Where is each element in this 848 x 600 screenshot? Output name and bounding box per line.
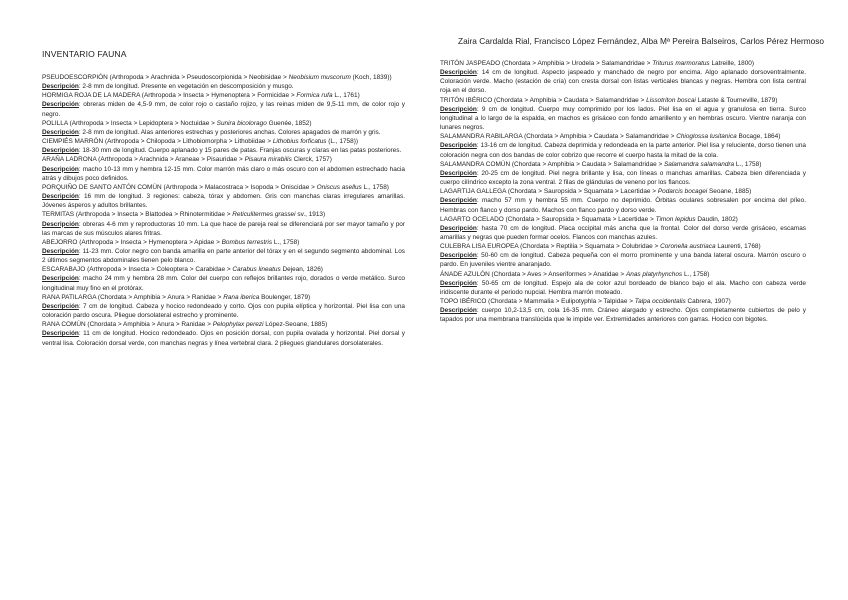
species-scientific-name: Bombus terrestris	[221, 238, 273, 246]
species-heading	[440, 132, 806, 141]
description-label: Descripción	[42, 302, 79, 310]
species-scientific-name: Reticulitermes grassei	[232, 211, 296, 219]
species-taxonomy: (Arthropoda > Insecta > Hymenoptera > Apidae >	[77, 238, 222, 246]
left-column	[42, 73, 405, 348]
species-heading	[440, 297, 806, 306]
species-heading	[42, 238, 405, 247]
species-description	[440, 196, 806, 214]
species-entry	[42, 183, 405, 210]
species-taxonomy: (Chordata > Amphibia > Anura > Ranidae >	[96, 293, 224, 301]
description-text: : 18-30 mm de longitud. Cuerpo aplanado y 15 pares de patas. Franjas oscuras y claras en las patas posteriores.	[78, 147, 402, 155]
description-label: Descripción	[440, 142, 477, 150]
species-entry	[42, 210, 405, 237]
description-text: : cuerpo 10,2-13,5 cm, cola 16-35 mm. Cráneo alargado y estrecho. Ojos completamente cubiertos de pelo y tapados por una membrana translúcida que le impide ver. Extremidades anteriores con garras. Hocico con bigotes.	[440, 307, 806, 324]
species-common-name: TERMITAS	[42, 211, 75, 219]
description-text: : macho 57 mm y hembra 55 mm. Cuerpo no deprimido. Órbitas oculares sobresalen por encima del píleo. Hembras con flanco y dorso pardo. Machos con flanco pardo y dorso verde.	[440, 197, 806, 214]
species-scientific-name: Lissotriton boscai	[646, 96, 696, 104]
species-authority: Seoane, 1885)	[707, 188, 752, 196]
species-authority: Daudin, 1802)	[695, 215, 738, 223]
species-taxonomy: (Chordata > Sauropsida > Squamata > Lacertidae >	[506, 188, 658, 196]
species-authority: Lataste & Tourneville, 1879)	[695, 96, 778, 104]
species-taxonomy: (Chordata > Aves > Anseriformes > Anatidae >	[489, 270, 626, 278]
description-label: Descripción	[440, 307, 477, 315]
species-heading	[440, 160, 806, 169]
species-description	[440, 68, 806, 95]
species-scientific-name: Sunira bicolorago	[216, 119, 267, 127]
description-text: : 50-65 cm de longitud. Espejo ala de color azul bordeado de blanco bajo el ala. Macho con cabeza verde iridiscente durante el periodo nupcial. Hembra marrón moteado.	[440, 279, 806, 296]
species-entry	[440, 160, 806, 187]
species-scientific-name: Oniscus asellus	[316, 183, 362, 191]
species-scientific-name: Carabus lineatus	[232, 266, 281, 274]
species-common-name: ABEJORRO	[42, 238, 78, 246]
species-description	[42, 274, 405, 292]
description-label: Descripción	[440, 252, 477, 260]
description-text: : 9 cm de longitud. Cuerpo muy comprimido por los lados. Piel lisa en el agua y granulosa en tierra. Surco longitudinal a lo largo de la espalda, en machos es grisáceo con fondo amarillento y en hembras oscuro. Vientre naranja con lunares negros.	[440, 105, 806, 132]
species-description	[440, 224, 806, 242]
species-entry	[42, 155, 405, 182]
species-description	[42, 82, 405, 91]
description-text: : 7 cm de longitud. Cabeza y hocico redondeado y corto. Ojos con pupila elíptica y horizontal. Piel lisa con una coloración pardo oscura. Pliegue dorsolateral estrecho y prominente.	[42, 302, 405, 320]
species-scientific-name: Rana iberica	[223, 293, 260, 301]
description-label: Descripción	[440, 105, 477, 113]
species-taxonomy: (Chordata > Amphibia > Urodela > Salamandridae >	[500, 60, 653, 67]
species-common-name: ARAÑA LADRONA	[42, 156, 97, 164]
species-heading	[42, 293, 405, 302]
species-common-name: LAGARTO OCELADO	[440, 215, 504, 223]
species-entry	[42, 137, 405, 155]
species-authority: López-Seoane, 1885)	[263, 321, 328, 329]
species-entry	[42, 238, 405, 265]
description-text: : 14 cm de longitud. Aspecto jaspeado y manchado de negro por encima. Algo aplanado dorsoventralmente. Coloración verde. Macho (estación de cría) con cresta dorsal con listas verticales blancas y negras. Hembra con lista central roja en el dorso.	[440, 69, 806, 95]
species-common-name: RANA PATILARGA	[42, 293, 97, 301]
species-taxonomy: (Chordata > Sauropsida > Squamata > Lacertidae >	[503, 215, 656, 223]
species-taxonomy: (Arthropoda > Arachnida > Araneae > Pisauridae >	[96, 156, 245, 164]
species-authority: (L., 1758))	[326, 138, 358, 146]
authors-line: Zaira Cardalda Rial, Francisco López Fernández, Alba Mª Pereira Balseiros, Carlos Pérez Hermoso	[458, 36, 824, 46]
species-taxonomy: (Chordata > Mammalia > Eulipotyphla > Talpidae >	[486, 298, 635, 306]
species-entry	[440, 242, 806, 269]
species-heading	[42, 73, 405, 82]
species-scientific-name: Formica rufa	[296, 92, 333, 100]
description-text: : macho 10-13 mm y hembra 12-15 mm. Color marrón más claro o más oscuro con el abdomen estrechado hacia atrás y dibujos poco definidos.	[42, 165, 405, 182]
species-heading	[440, 270, 806, 279]
species-entry	[440, 132, 806, 159]
species-heading	[42, 137, 405, 146]
description-label: Descripción	[42, 147, 79, 155]
species-authority: Dejean, 1826)	[280, 266, 323, 274]
species-common-name: PORQUIÑO DE SANTO ANTÓN COMÚN	[42, 183, 162, 191]
species-taxonomy: (Chordata > Amphibia > Caudata > Salamandridae >	[510, 160, 664, 168]
species-heading	[440, 96, 806, 105]
species-scientific-name: Chioglossa lusitanica	[676, 133, 737, 141]
species-scientific-name: Lithobius forficatus	[272, 138, 327, 146]
species-scientific-name: Neobisium muscorum	[288, 74, 351, 81]
species-common-name: SALAMANDRA COMÚN	[440, 160, 511, 168]
species-common-name: RANA COMÚN	[42, 321, 86, 329]
species-taxonomy: (Arthropoda > Insecta > Hymenoptera > Formicidae >	[140, 92, 297, 100]
species-scientific-name: Pisaura mirabilis	[244, 156, 292, 164]
species-authority: Latreille, 1800)	[709, 60, 755, 67]
species-description	[42, 329, 405, 347]
species-taxonomy: (Chordata > Amphibia > Caudata > Salamandridae >	[492, 96, 647, 104]
description-label: Descripción	[42, 330, 79, 338]
description-label: Descripción	[440, 69, 477, 77]
species-description	[42, 100, 405, 118]
species-common-name: CULEBRA LISA EUROPEA	[440, 243, 519, 251]
species-scientific-name: Timon lepidus	[655, 215, 696, 223]
species-authority: L., 1758)	[361, 183, 389, 191]
description-label: Descripción	[440, 197, 477, 205]
species-entry	[440, 215, 806, 242]
species-entry	[42, 293, 405, 320]
species-description	[440, 306, 806, 324]
species-authority: Guenée, 1852)	[266, 119, 312, 127]
description-label: Descripción	[42, 247, 79, 255]
species-authority: L., 1758)	[682, 270, 710, 278]
species-authority: sv., 1913)	[295, 211, 326, 219]
species-entry	[42, 320, 405, 347]
description-label: Descripción	[42, 275, 79, 283]
species-entry	[440, 59, 806, 96]
description-text: : hasta 70 cm de longitud. Placa occipital más ancha que la frontal. Color del dorso verde grisáceo, escamas amarillas y negras que pueden formar ocelos. Flancos con manchas azules.	[440, 224, 806, 241]
description-label: Descripción	[440, 224, 477, 232]
species-description	[42, 192, 405, 210]
description-label: Descripción	[42, 193, 79, 201]
description-text: : macho 24 mm y hembra 28 mm. Color del cuerpo con reflejos brillantes rojo, dorados o verde metálico. Surco longitudinal muy fino en el protórax.	[42, 275, 405, 292]
species-scientific-name: Coronella austriaca	[660, 243, 716, 251]
species-heading	[42, 91, 405, 100]
species-authority: L., 1758)	[734, 160, 762, 168]
species-scientific-name: Triturus marmoratus	[652, 60, 710, 67]
description-text: : obreras miden de 4,5-9 mm, de color rojo o castaño rojizo, y las reinas miden de 9,5-11 mm, de color rojo y negro.	[42, 101, 405, 118]
species-entry	[440, 297, 806, 324]
species-authority: Bocage, 1864)	[736, 133, 781, 141]
right-column	[440, 59, 806, 325]
species-description	[440, 251, 806, 269]
species-common-name: TRITÓN IBÉRICO	[440, 96, 493, 104]
species-taxonomy: (Arthropoda > Arachnida > Pseudoscorpionida > Neobisidae >	[107, 74, 289, 81]
description-text: : 11-23 mm. Color negro con banda amarilla en parte anterior del tórax y en el segundo segmento abdominal. Los 2 últimos segmentos abdominales tienen pelo blanco.	[42, 247, 405, 265]
species-common-name: POLILLA	[42, 119, 68, 127]
species-authority: Clerck, 1757)	[291, 156, 332, 164]
species-taxonomy: (Arthropoda > Insecta > Blattodea > Rhinotermitidae >	[74, 211, 233, 219]
species-taxonomy: (Arthropoda > Insecta > Coleoptera > Carabidae >	[85, 266, 233, 274]
species-taxonomy: (Arthropoda > Chilopoda > Lithobiomorpha > Lithobiidae >	[103, 138, 273, 146]
description-label: Descripción	[42, 101, 79, 109]
species-description	[440, 105, 806, 132]
species-entry	[42, 119, 405, 137]
species-taxonomy: (Chordata > Amphibia > Anura > Ranidae >	[85, 321, 213, 329]
species-heading	[42, 155, 405, 164]
description-label: Descripción	[440, 169, 477, 177]
species-description	[42, 128, 405, 137]
description-label: Descripción	[42, 128, 79, 136]
species-heading	[42, 119, 405, 128]
species-heading	[440, 59, 806, 68]
species-entry	[42, 73, 405, 91]
species-entry	[440, 270, 806, 297]
species-common-name: HORMIGA ROJA DE LA MADERA	[42, 92, 141, 100]
description-text: : 20-25 cm de longitud. Piel negra brillante y lisa, con líneas o manchas amarillas. Cabeza bien diferenciada y cuerpo cilíndrico excepto la zona ventral. 2 filas de glándulas de veneno por los flancos.	[440, 169, 806, 187]
species-taxonomy: (Arthropoda > Insecta > Lepidoptera > Noctuidae >	[67, 119, 217, 127]
species-scientific-name: Anas platyrhynchos	[625, 270, 683, 278]
species-description	[42, 302, 405, 320]
species-entry	[440, 187, 806, 214]
description-text: : 16 mm de longitud. 3 regiones: cabeza, tórax y abdomen. Gris con manchas claras irregulares amarillas. Jóvenes ásperos y adultos brillantes.	[42, 193, 405, 210]
species-description	[42, 165, 405, 183]
species-common-name: TOPO IBÉRICO	[440, 298, 487, 306]
species-common-name: PSEUDOESCORPIÓN	[42, 74, 108, 81]
species-description	[440, 279, 806, 297]
species-scientific-name: Pelophylax perezi	[212, 321, 264, 329]
species-description	[42, 220, 405, 238]
description-label: Descripción	[42, 83, 79, 91]
species-common-name: ÁNADE AZULÓN	[440, 270, 490, 278]
species-common-name: SALAMANDRA RABILARGA	[440, 133, 523, 141]
description-text: : 50-60 cm de longitud. Cabeza pequeña con el morro prominente y una banda lateral oscura. Marrón oscuro o pardo. En juveniles vientre anaranjado.	[440, 252, 806, 269]
species-heading	[440, 215, 806, 224]
page-title: INVENTARIO FAUNA	[42, 49, 127, 59]
species-heading	[42, 183, 405, 192]
species-scientific-name: Salamandra salamandra	[664, 160, 735, 168]
species-authority: L., 1758)	[272, 238, 300, 246]
species-description	[42, 146, 405, 155]
species-heading	[42, 265, 405, 274]
species-description	[440, 141, 806, 159]
species-common-name: TRITÓN JASPEADO	[440, 60, 501, 67]
species-entry	[42, 91, 405, 118]
species-heading	[42, 210, 405, 219]
species-authority: Laurenti, 1768)	[715, 243, 761, 251]
description-text: : obreras 4-6 mm y reproductoras 10 mm. La que hace de pareja real se diferenciará por ser mayor tamaño y por las marcas de sus músculos alares fritras.	[42, 220, 405, 237]
species-taxonomy: (Chordata > Reptilia > Squamata > Colubridae >	[518, 243, 661, 251]
species-description	[42, 247, 405, 265]
species-common-name: LAGARTIJA GALLEGA	[440, 188, 507, 196]
description-text: : 13-16 cm de longitud. Cabeza deprimida y redondeada en la parte anterior. Piel lisa y reluciente, dorso tienen una coloración negra con dos bandas de color cobrizo que recorre el cuerpo hasta la mitad de la cola.	[440, 142, 806, 159]
species-common-name: ESCARABAJO	[42, 266, 86, 274]
species-authority: Boulenger, 1879)	[259, 293, 311, 301]
species-taxonomy: (Chordata > Amphibia > Caudata > Salamandridae >	[522, 133, 677, 141]
species-heading	[42, 320, 405, 329]
species-description	[440, 169, 806, 187]
species-scientific-name: Podarcis bocagei	[657, 188, 708, 196]
description-text: : 11 cm de longitud. Hocico redondeado. Ojos en posición dorsal, con pupila ovalada y horizontal. Piel dorsal y ventral lisa. Coloración dorsal verde, con manchas negras y línea vertebral clara. 2 pliegues glandulares dorsolaterales.	[42, 330, 405, 347]
species-entry	[440, 96, 806, 133]
description-label: Descripción	[42, 165, 79, 173]
species-taxonomy: (Arthropoda > Malacostraca > Isopoda > Oniscidae >	[161, 183, 317, 191]
species-authority: L., 1761)	[332, 92, 360, 100]
description-text: : 2-8 mm de longitud. Presente en vegetación en descomposición y musgo.	[78, 83, 294, 91]
description-label: Descripción	[42, 220, 79, 228]
species-heading	[440, 187, 806, 196]
species-scientific-name: Talpa occidentalis	[634, 298, 686, 306]
species-heading	[440, 242, 806, 251]
species-authority: (Koch, 1839))	[350, 74, 392, 81]
species-authority: Cabrera, 1907)	[685, 298, 731, 306]
description-label: Descripción	[440, 279, 477, 287]
species-common-name: CIEMPIÉS MARRÓN	[42, 138, 104, 146]
description-text: : 2-8 mm de longitud. Alas anteriores estrechas y posteriores anchas. Colores apagados de marrón y gris.	[78, 128, 381, 136]
species-entry	[42, 265, 405, 292]
